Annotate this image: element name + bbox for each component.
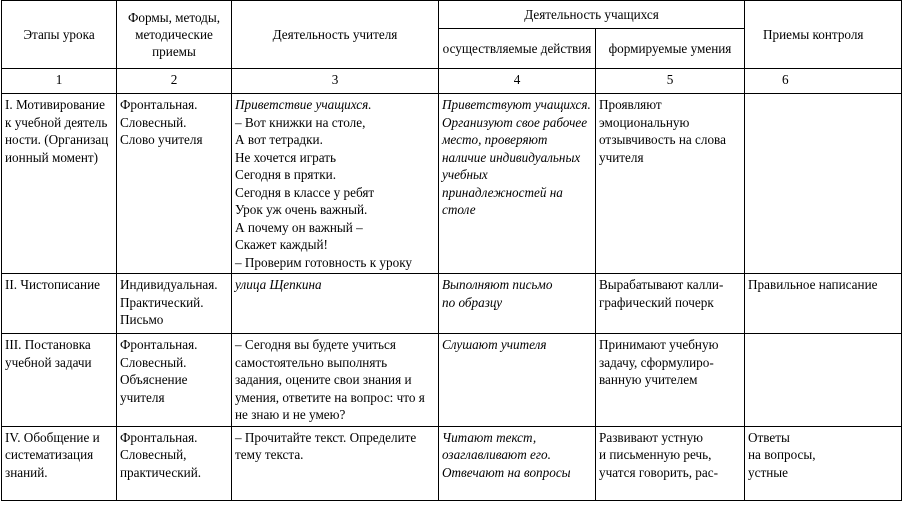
header-row-1: [2, 1, 902, 29]
column-number: 2: [117, 69, 232, 94]
column-numbers-row: [2, 69, 902, 94]
column-number: 5: [596, 69, 745, 94]
header-control: Приемы контроля: [745, 1, 902, 69]
skills-cell: Принимают учебную задачу, сформулиро- ванную учителем: [596, 334, 745, 427]
lesson-plan-table: [1, 0, 902, 501]
stage-cell: III. Постановка учебной задачи: [2, 334, 117, 427]
header-forms: Формы, методы, методические приемы: [117, 1, 232, 69]
teacher-cell: [232, 94, 439, 274]
forms-cell: Фронтальная. Словесный. Объяснение учителя: [117, 334, 232, 427]
control-cell: [745, 94, 902, 274]
teacher-cell: улица Щепкина: [232, 274, 439, 334]
column-number: 4: [439, 69, 596, 94]
table-row-task: [2, 334, 902, 427]
header-students: Деятельность учащихся: [439, 1, 745, 29]
control-cell: [745, 334, 902, 427]
header-students-actions: осуществляемые действия: [439, 29, 596, 69]
forms-cell: Фронтальная. Словесный, практический.: [117, 426, 232, 500]
actions-cell: Слушают учителя: [439, 334, 596, 427]
skills-cell: Развивают устную и письменную речь, учатся говорить, рас-: [596, 426, 745, 500]
actions-cell: Приветствуют учащихся. Организуют свое рабочее место, проверяют наличие индивидуальных учебных принадлежностей на столе: [439, 94, 596, 274]
header-stages: Этапы урока: [2, 1, 117, 69]
forms-cell: Фронтальная. Словесный. Слово учителя: [117, 94, 232, 274]
header-students-skills: формируемые умения: [596, 29, 745, 69]
actions-cell: Выполняют письмо по образцу: [439, 274, 596, 334]
teacher-cell: – Прочитайте текст. Определите тему текста.: [232, 426, 439, 500]
control-cell: Ответы на вопросы, устные: [745, 426, 902, 500]
column-number: 3: [232, 69, 439, 94]
teacher-greeting: Приветствие учащихся.: [235, 97, 372, 112]
skills-cell: Проявляют эмоциональную отзывчивость на слова учителя: [596, 94, 745, 274]
skills-cell: Вырабатывают калли- графический почерк: [596, 274, 745, 334]
forms-cell: Индивидуальная. Практический. Письмо: [117, 274, 232, 334]
stage-cell: IV. Обобщение и систематизация знаний.: [2, 426, 117, 500]
table-row-penmanship: [2, 274, 902, 334]
stage-cell: I. Мотивирование к учебной деятельности. (Организационный момент): [2, 94, 117, 274]
table-row-generalization: [2, 426, 902, 500]
teacher-poem: – Вот книжки на столе, А вот тетрадки. Не хочется играть Сегодня в прятки. Сегодня в классе у ребят Урок уж очень важный. А почему он важный – Скажет каждый! – Проверим готовность к уроку: [235, 114, 413, 270]
actions-cell: Читают текст, озаглавливают его. Отвечают на вопросы: [439, 426, 596, 500]
header-teacher: Деятельность учителя: [232, 1, 439, 69]
column-number: 1: [2, 69, 117, 94]
column-number: 6: [745, 69, 902, 94]
control-cell: Правильное написание: [745, 274, 902, 334]
table-row-motivation: [2, 94, 902, 274]
stage-cell: II. Чистописание: [2, 274, 117, 334]
teacher-cell: – Сегодня вы будете учиться самостоятельно выполнять задания, оцените свои знания и умения, ответите на вопрос: что я не знаю и не умею?: [232, 334, 439, 427]
